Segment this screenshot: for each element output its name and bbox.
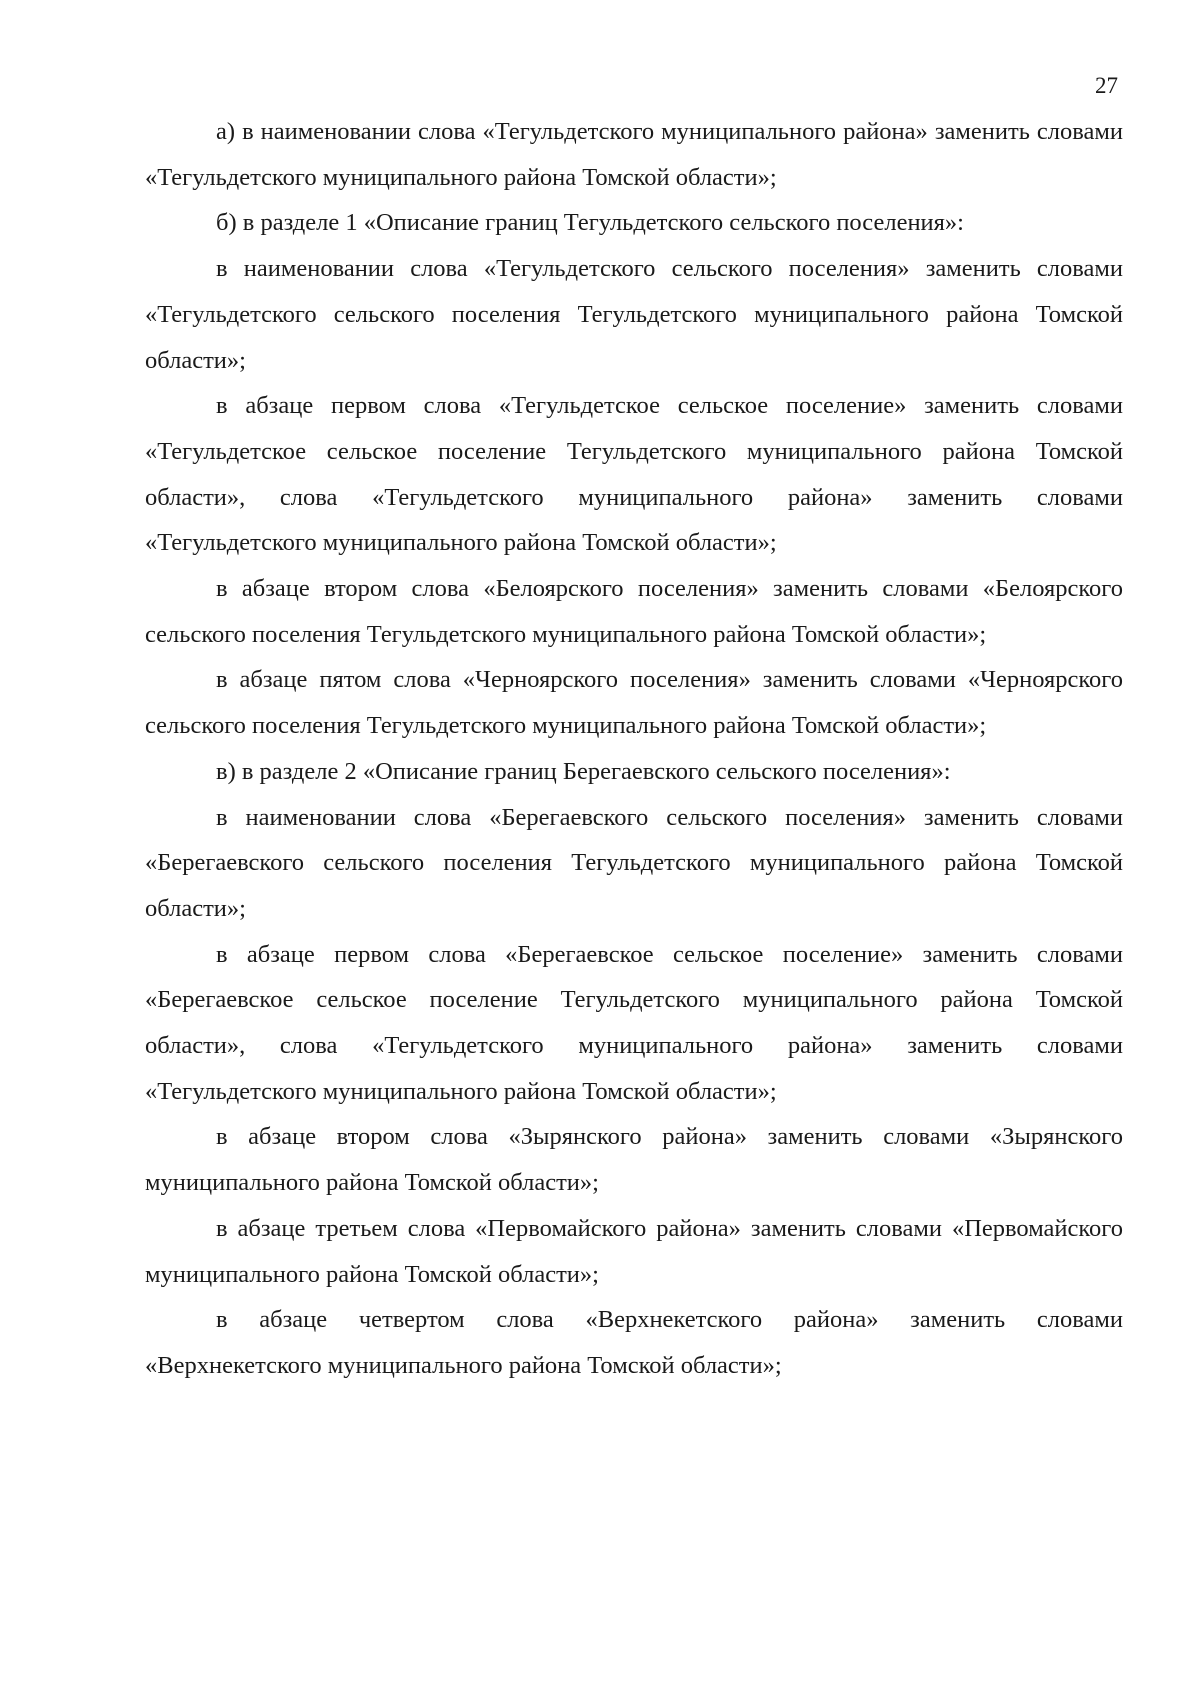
- paragraph-b-first: в абзаце первом слова «Тегульдетское сельское поселение» заменить словами «Тегульдетское сельское поселение Тегульдетского муниципального района Томской области», слова «Тегульдетского муниципального района» заменить словами «Тегульдетского муниципального района Томской области»;: [145, 392, 1123, 557]
- paragraph-v: в) в разделе 2 «Описание границ Берегаевского сельского поселения»:: [216, 757, 951, 785]
- paragraph-b-second: в абзаце втором слова «Белоярского поселения» заменить словами «Белоярского сельского поселения Тегульдетского муниципального района Томской области»;: [145, 575, 1123, 648]
- paragraph-b: б) в разделе 1 «Описание границ Тегульдетского сельского поселения»:: [216, 209, 964, 237]
- paragraph-v-fourth: в абзаце четвертом слова «Верхнекетского района» заменить словами «Верхнекетского муниципального района Томской области»;: [145, 1306, 1123, 1379]
- paragraph-v-third: в абзаце третьем слова «Первомайского района» заменить словами «Первомайского муниципального района Томской области»;: [145, 1214, 1123, 1288]
- document-body: [145, 109, 1123, 1389]
- paragraph-b-name: в наименовании слова «Тегульдетского сельского поселения» заменить словами «Тегульдетского сельского поселения Тегульдетского муниципального района Томской области»;: [145, 255, 1123, 374]
- paragraph-a: а) в наименовании слова «Тегульдетского муниципального района» заменить словами «Тегульдетского муниципального района Томской области»;: [145, 118, 1123, 191]
- page-number: 27: [1095, 73, 1118, 98]
- paragraph-b-fifth: в абзаце пятом слова «Черноярского поселения» заменить словами «Черноярского сельского поселения Тегульдетского муниципального района Томской области»;: [145, 666, 1123, 740]
- paragraph-v-first: в абзаце первом слова «Берегаевское сельское поселение» заменить словами «Берегаевское сельское поселение Тегульдетского муниципального района Томской области», слова «Тегульдетского муниципального района» заменить словами «Тегульдетского муниципального района Томской области»;: [145, 940, 1123, 1105]
- paragraph-v-name: в наименовании слова «Берегаевского сельского поселения» заменить словами «Берегаевского сельского поселения Тегульдетского муниципального района Томской области»;: [145, 803, 1123, 922]
- paragraph-v-second: в абзаце втором слова «Зырянского района» заменить словами «Зырянского муниципального района Томской области»;: [145, 1123, 1123, 1197]
